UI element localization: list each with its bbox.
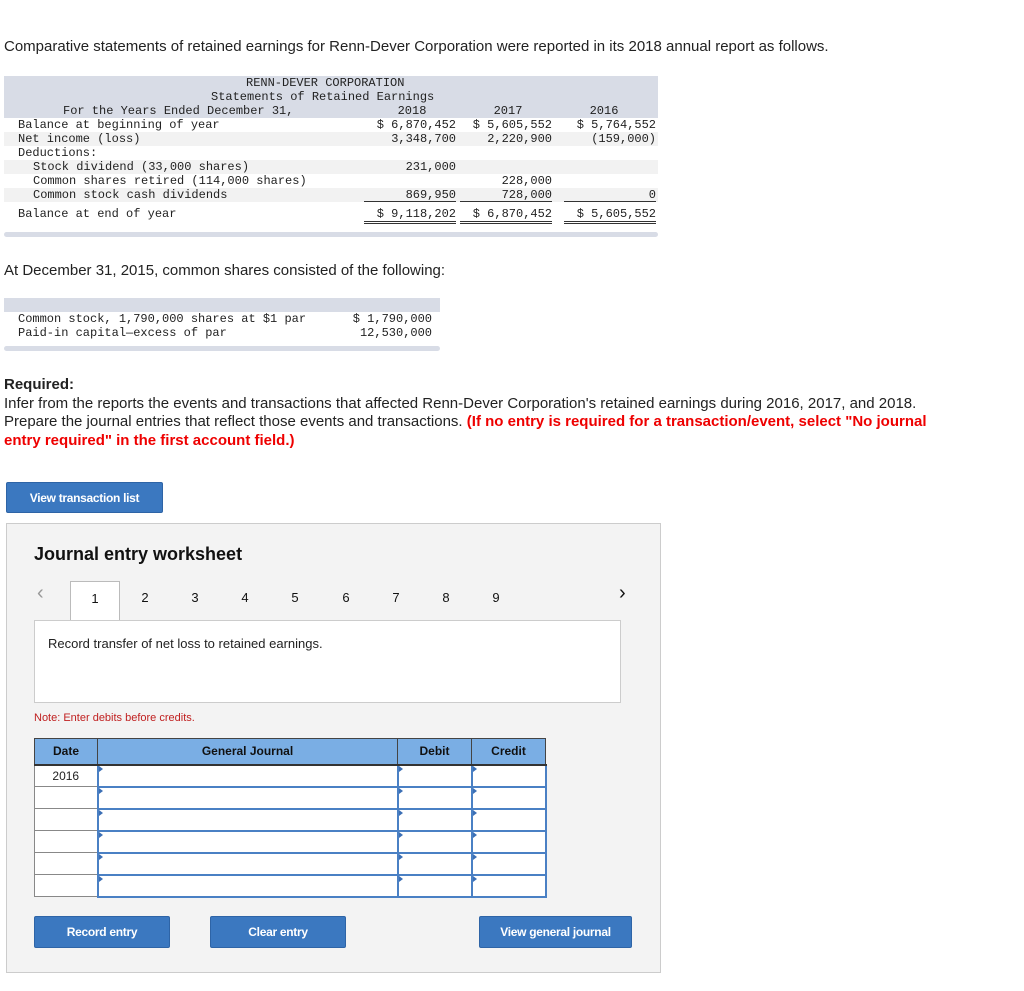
share-value: 12,530,000	[359, 326, 432, 340]
debit-input[interactable]	[398, 853, 472, 875]
tab-8[interactable]: 8	[442, 590, 450, 605]
general-journal-table	[34, 738, 547, 898]
row-label: Net income (loss)	[18, 132, 141, 146]
transaction-description: Record transfer of net loss to retained earnings.	[34, 620, 621, 703]
column-header-debit: Debit	[398, 739, 472, 765]
date-cell[interactable]	[35, 831, 98, 853]
date-cell[interactable]	[35, 809, 98, 831]
journal-row	[35, 809, 546, 831]
tab-6[interactable]: 6	[342, 590, 350, 605]
worksheet-title: Journal entry worksheet	[34, 544, 243, 564]
tab-2[interactable]: 2	[141, 590, 149, 605]
year-2017: 2017	[493, 104, 523, 118]
row-value: 869,950	[364, 188, 456, 202]
debit-input[interactable]	[398, 831, 472, 853]
year-2018: 2018	[397, 104, 427, 118]
statement-title: Statements of Retained Earnings	[211, 90, 435, 104]
row-value: 2,220,900	[487, 132, 552, 146]
required-instruction: (If no entry is required for a transaction/event, select "No journal entry required" in the first account field.)	[4, 413, 927, 449]
year-2016: 2016	[589, 104, 619, 118]
row-label: Deductions:	[18, 146, 98, 160]
row-label: Balance at beginning of year	[18, 118, 220, 132]
journal-row	[35, 875, 546, 897]
tab-1[interactable]: 1	[70, 581, 120, 622]
row-value: $ 5,764,552	[576, 118, 656, 132]
record-entry-button[interactable]: Record entry	[34, 916, 170, 948]
retained-earnings-statement	[4, 76, 658, 237]
tab-5[interactable]: 5	[291, 590, 299, 605]
journal-entry-worksheet	[6, 523, 661, 973]
statement-header	[4, 76, 658, 118]
row-value: 228,000	[501, 174, 552, 188]
journal-row	[35, 853, 546, 875]
journal-row	[35, 831, 546, 853]
account-input[interactable]	[98, 831, 398, 853]
statement-row	[4, 146, 658, 160]
date-cell[interactable]: 2016	[35, 765, 98, 787]
tab-3[interactable]: 3	[191, 590, 199, 605]
account-input[interactable]	[98, 875, 398, 897]
date-cell[interactable]	[35, 787, 98, 809]
view-general-journal-button[interactable]: View general journal	[479, 916, 632, 948]
intro-text: Comparative statements of retained earnings for Renn-Dever Corporation were reported in its 2018 annual report as follows.	[4, 38, 829, 55]
required-text: Infer from the reports the events and transactions that affected Renn-Dever Corporation's retained earnings during 2016, 2017, and 2018. Prepare the journal entries that reflect those events and transactions.	[4, 394, 917, 430]
row-value: 3,348,700	[391, 132, 456, 146]
tab-4[interactable]: 4	[241, 590, 249, 605]
tab-7[interactable]: 7	[392, 590, 400, 605]
credit-input[interactable]	[472, 853, 546, 875]
divider	[4, 232, 658, 237]
row-label: Stock dividend (33,000 shares)	[33, 160, 250, 174]
company-name: RENN-DEVER CORPORATION	[246, 76, 405, 90]
statement-row	[4, 188, 658, 202]
date-cell[interactable]	[35, 853, 98, 875]
row-label: Common stock cash dividends	[33, 188, 228, 202]
account-input[interactable]	[98, 787, 398, 809]
clear-entry-button[interactable]: Clear entry	[210, 916, 346, 948]
row-value: $ 9,118,202	[364, 204, 456, 224]
credit-input[interactable]	[472, 875, 546, 897]
row-value: $ 5,605,552	[472, 118, 552, 132]
column-header-general-journal: General Journal	[98, 739, 398, 765]
account-input[interactable]	[98, 809, 398, 831]
required-heading: Required:	[4, 376, 75, 393]
statement-row	[4, 132, 658, 146]
share-value: $ 1,790,000	[352, 312, 432, 326]
statement-row	[4, 174, 658, 188]
row-value: 231,000	[405, 160, 456, 174]
chevron-left-icon[interactable]: ‹	[37, 582, 44, 604]
debit-input[interactable]	[398, 875, 472, 897]
account-input[interactable]	[98, 765, 398, 787]
chevron-right-icon[interactable]: ›	[619, 582, 626, 604]
column-header-date: Date	[35, 739, 98, 765]
statement-row	[4, 160, 658, 174]
row-label: Balance at end of year	[18, 207, 177, 221]
credit-input[interactable]	[472, 831, 546, 853]
share-label: Paid-in capital—excess of par	[18, 326, 227, 340]
credit-input[interactable]	[472, 787, 546, 809]
debit-input[interactable]	[398, 787, 472, 809]
credit-input[interactable]	[472, 809, 546, 831]
row-value: (159,000)	[591, 132, 656, 146]
date-cell[interactable]	[35, 875, 98, 897]
statement-row	[4, 204, 658, 224]
debit-input[interactable]	[398, 809, 472, 831]
journal-row	[35, 787, 546, 809]
row-value: 728,000	[460, 188, 552, 202]
account-input[interactable]	[98, 853, 398, 875]
period-label: For the Years Ended December 31,	[63, 104, 294, 118]
journal-row	[35, 765, 546, 787]
row-value: $ 6,870,452	[376, 118, 456, 132]
row-value: 0	[564, 188, 656, 202]
common-shares-table	[4, 298, 440, 351]
row-label: Common shares retired (114,000 shares)	[33, 174, 307, 188]
credit-input[interactable]	[472, 765, 546, 787]
divider	[4, 346, 440, 351]
share-label: Common stock, 1,790,000 shares at $1 par	[18, 312, 307, 326]
statement-row	[4, 118, 658, 132]
note-text: Note: Enter debits before credits.	[34, 712, 195, 724]
shares-intro: At December 31, 2015, common shares consisted of the following:	[4, 262, 446, 279]
row-value: $ 5,605,552	[564, 204, 656, 224]
debit-input[interactable]	[398, 765, 472, 787]
tab-9[interactable]: 9	[492, 590, 500, 605]
row-value: $ 6,870,452	[460, 204, 552, 224]
column-header-credit: Credit	[472, 739, 546, 765]
required-section	[4, 376, 944, 450]
view-transaction-list-button[interactable]: View transaction list	[6, 482, 163, 513]
